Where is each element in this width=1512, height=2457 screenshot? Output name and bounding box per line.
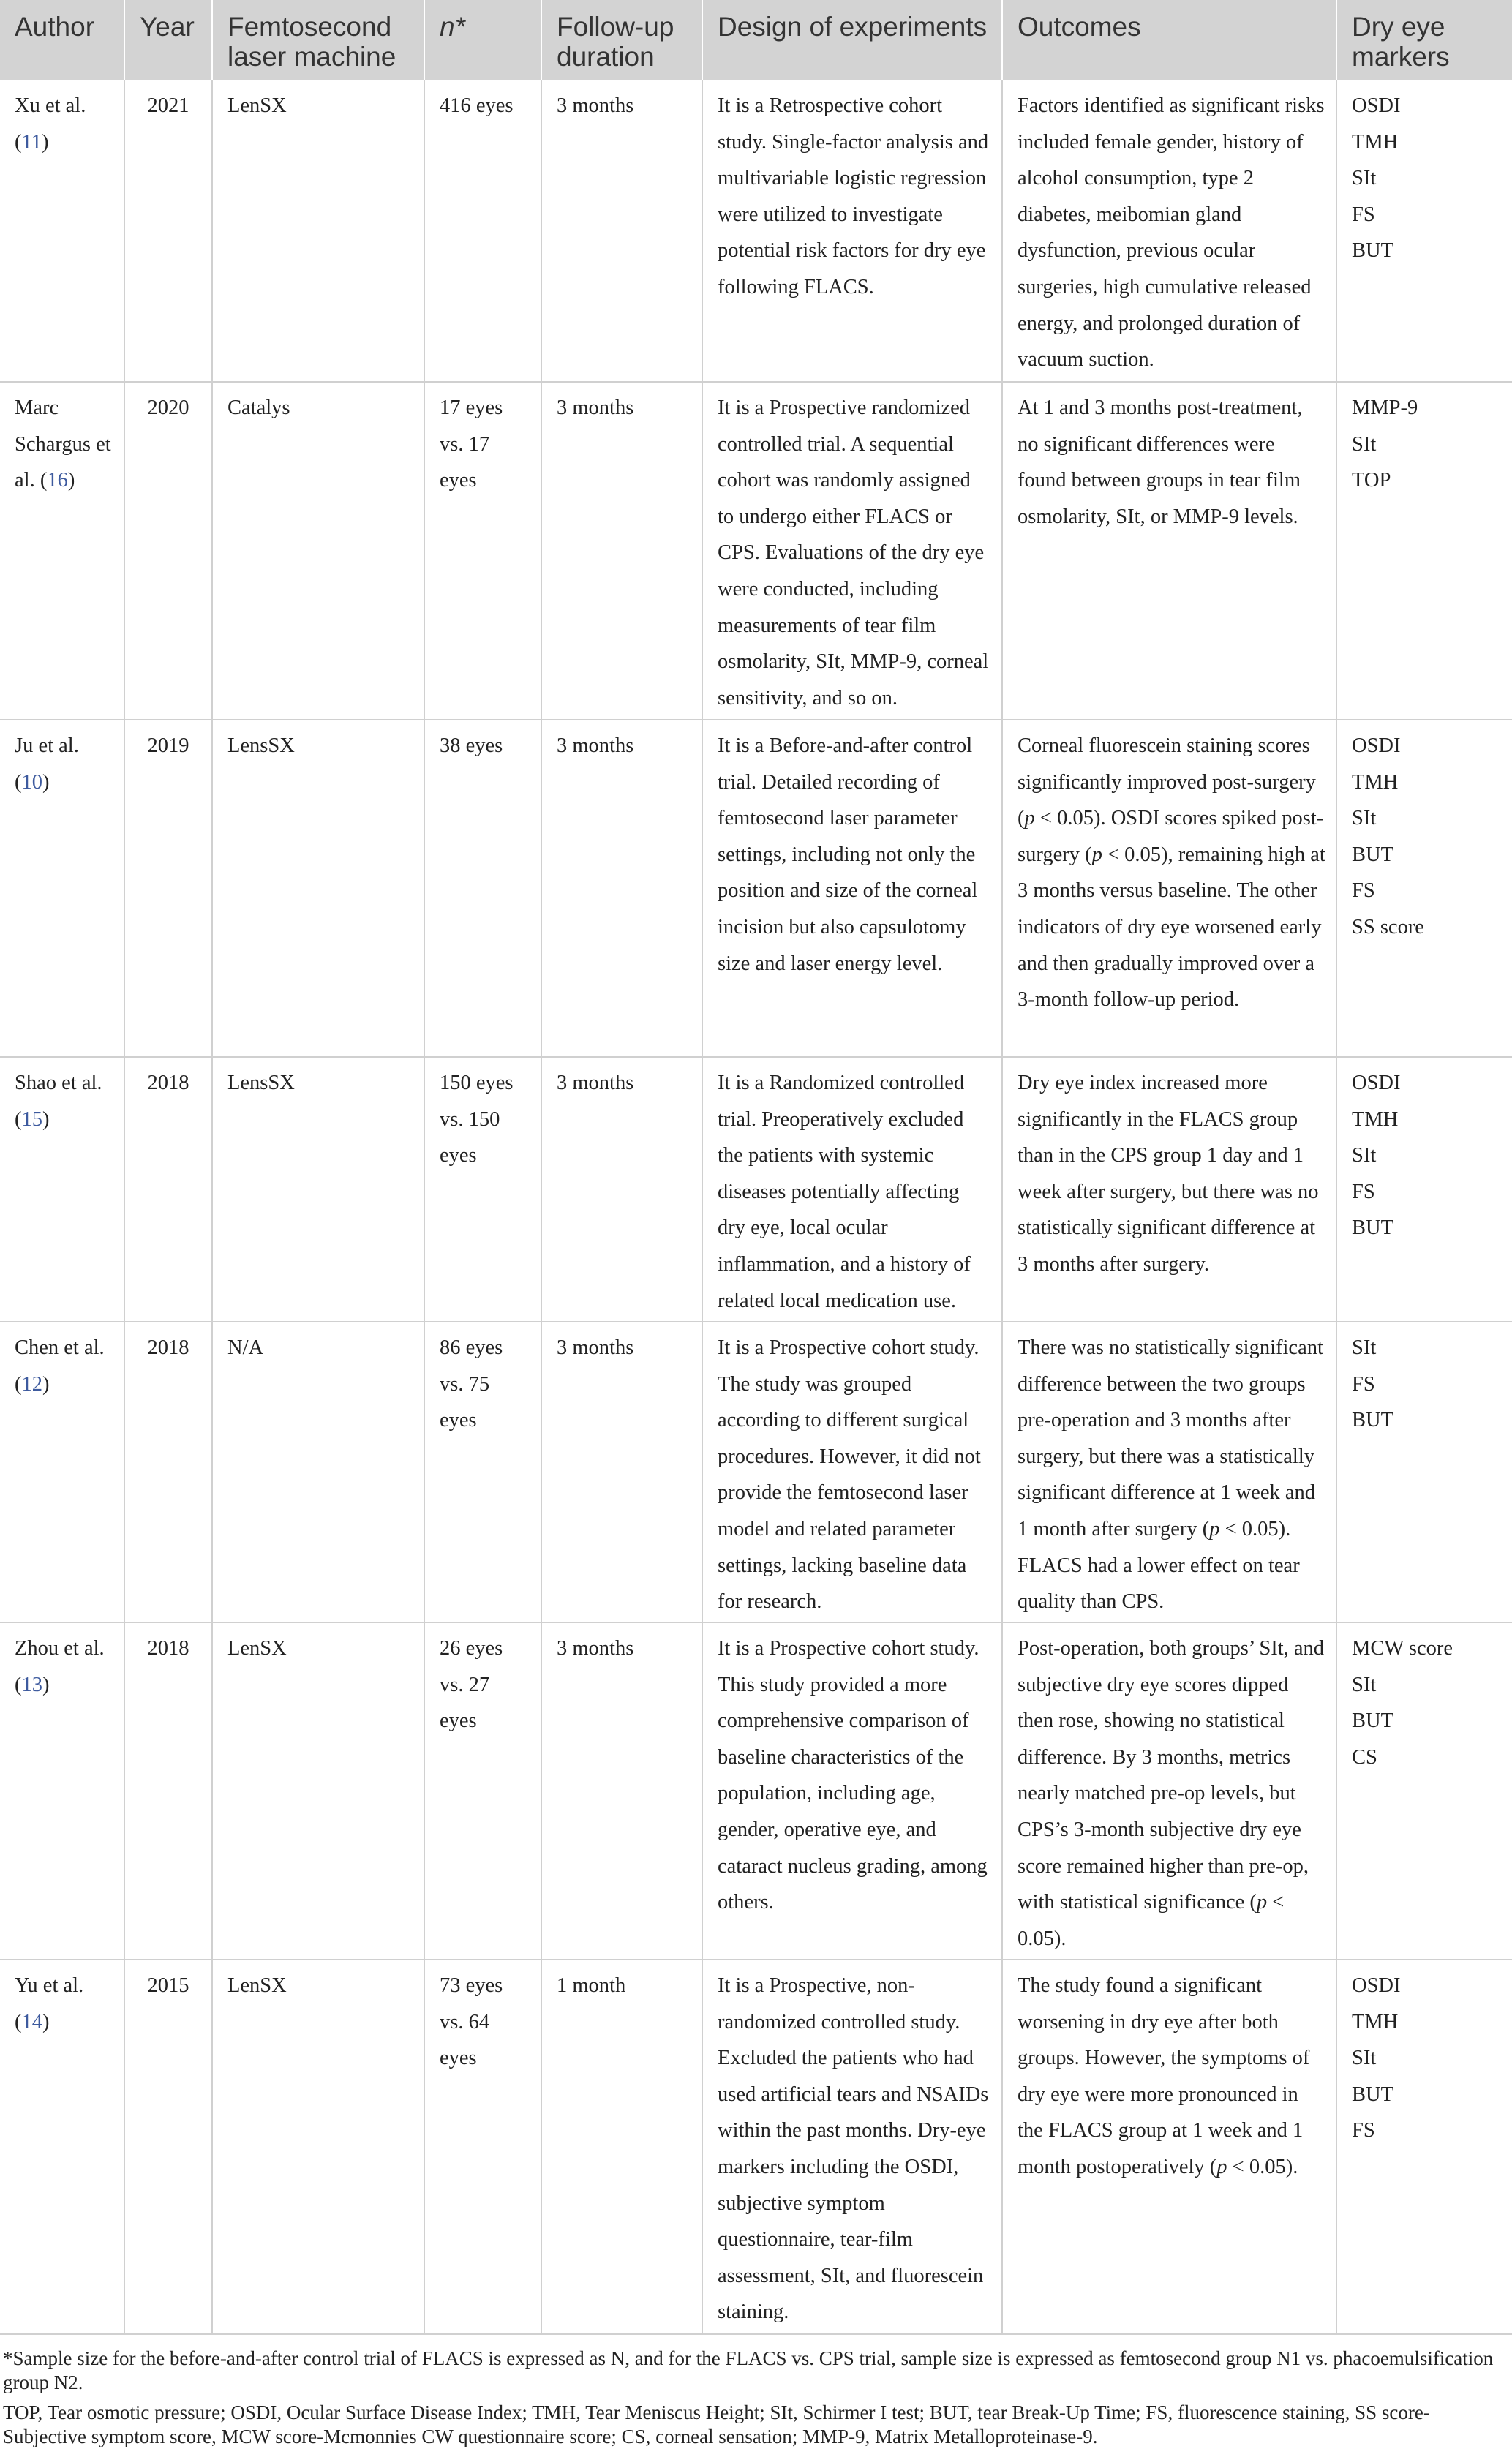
n-cell: 416 eyes <box>424 80 541 382</box>
author-cell: Chen et al. (12) <box>0 1322 124 1622</box>
marker-item: BUT <box>1352 2082 1393 2106</box>
outcomes-cell: Dry eye index increased more significantly in the FLACS group than in the CPS group 1 day and 1 week after surgery, but there was no statistically significant difference at 3 months after surgery. <box>1002 1057 1336 1322</box>
reference-link[interactable]: 16 <box>47 469 68 492</box>
reference-link[interactable]: 15 <box>21 1107 42 1131</box>
marker-item: SIt <box>1352 1673 1377 1696</box>
outcomes-cell: Factors identified as significant risks included female gender, history of alcohol consumption, type 2 diabetes, meibomian gland dysfunction, previous ocular surgeries, high cumulative released energy, and prolonged duration of vacuum suction. <box>1002 80 1336 382</box>
outcomes-cell: There was no statistically significant difference between the two groups pre-operation and 3 months after surgery, but there was a statistically significant difference at 1 week and 1 month after surgery (p < 0.05). FLACS had a lower effect on tear quality than CPS. <box>1002 1322 1336 1622</box>
header-n: n* <box>424 0 541 80</box>
followup-cell: 3 months <box>541 1057 702 1322</box>
marker-item: MMP-9 <box>1352 396 1418 419</box>
marker-item: OSDI <box>1352 1072 1401 1094</box>
machine-cell: Catalys <box>212 382 424 720</box>
table-row <box>0 1322 1512 1622</box>
outcomes-cell: Post-operation, both groups’ SIt, and subjective dry eye scores dipped then rose, showing no statistical difference. By 3 months, metrics nearly matched pre-op levels, but CPS’s 3-month subjective dry eye score remained higher than pre-op, with statistical significance (p < 0.05). <box>1002 1622 1336 1960</box>
design-cell: It is a Retrospective cohort study. Single-factor analysis and multivariable logistic regression were utilized to investigate potential risk factors for dry eye following FLACS. <box>702 80 1002 382</box>
marker-item: TMH <box>1352 2010 1399 2033</box>
marker-item: FS <box>1352 203 1375 226</box>
machine-cell: LenSX <box>212 1960 424 2334</box>
marker-item: OSDI <box>1352 94 1401 117</box>
followup-cell: 3 months <box>541 80 702 382</box>
markers-cell <box>1336 1960 1512 2334</box>
markers-cell <box>1336 720 1512 1057</box>
reference-link[interactable]: 12 <box>21 1372 42 1396</box>
header-machine: Femtosecond laser machine <box>212 0 424 80</box>
table-row <box>0 382 1512 720</box>
header-author: Author <box>0 0 124 80</box>
n-cell: 26 eyes vs. 27 eyes <box>424 1622 541 1960</box>
marker-item: TMH <box>1352 1107 1399 1131</box>
year-cell: 2021 <box>124 80 212 382</box>
year-cell: 2015 <box>124 1960 212 2334</box>
header-outcomes: Outcomes <box>1002 0 1336 80</box>
table-row <box>0 720 1512 1057</box>
design-cell: It is a Prospective, non-randomized controlled study. Excluded the patients who had used artificial tears and NSAIDs within the past months. Dry-eye markers including the OSDI, subjective symptom questionnaire, tear-film assessment, SIt, and fluorescein staining. <box>702 1960 1002 2334</box>
marker-item: SIt <box>1352 1336 1377 1359</box>
markers-cell <box>1336 1322 1512 1622</box>
author-cell: Shao et al. (15) <box>0 1057 124 1322</box>
followup-cell: 3 months <box>541 720 702 1057</box>
marker-item: FS <box>1352 1372 1375 1396</box>
markers-cell <box>1336 1622 1512 1960</box>
marker-item: OSDI <box>1352 734 1401 757</box>
footnote-sample-size: *Sample size for the before-and-after control trial of FLACS is expressed as N, and for the FLACS vs. CPS trial, sample size is expressed as femtosecond group N1 vs. phacoemulsification group N2. <box>3 2347 1494 2393</box>
marker-item: BUT <box>1352 1709 1393 1733</box>
header-followup: Follow-up duration <box>541 0 702 80</box>
followup-cell: 3 months <box>541 1322 702 1622</box>
marker-item: TMH <box>1352 130 1399 154</box>
n-cell: 73 eyes vs. 64 eyes <box>424 1960 541 2334</box>
year-cell: 2019 <box>124 720 212 1057</box>
marker-item: TOP <box>1352 469 1391 492</box>
marker-item: FS <box>1352 1180 1375 1203</box>
marker-item: CS <box>1352 1745 1377 1769</box>
machine-cell: LensSX <box>212 1057 424 1322</box>
marker-item: SIt <box>1352 2047 1377 2070</box>
marker-item: TMH <box>1352 770 1399 794</box>
marker-item: BUT <box>1352 843 1393 866</box>
marker-item: SIt <box>1352 1144 1377 1167</box>
author-cell: Ju et al. (10) <box>0 720 124 1057</box>
year-cell: 2018 <box>124 1622 212 1960</box>
reference-link[interactable]: 11 <box>21 130 42 154</box>
outcomes-cell: The study found a significant worsening in dry eye after both groups. However, the symptoms of dry eye were more pronounced in the FLACS group at 1 week and 1 month postoperatively (p < 0.05). <box>1002 1960 1336 2334</box>
marker-item: BUT <box>1352 239 1393 263</box>
reference-link[interactable]: 14 <box>21 2010 42 2033</box>
markers-cell <box>1336 382 1512 720</box>
followup-cell: 1 month <box>541 1960 702 2334</box>
marker-item: OSDI <box>1352 1974 1401 1997</box>
marker-item: SIt <box>1352 807 1377 830</box>
marker-item: SIt <box>1352 167 1377 190</box>
marker-item: SS score <box>1352 915 1424 938</box>
marker-item: FS <box>1352 879 1375 903</box>
marker-item: SIt <box>1352 432 1377 456</box>
design-cell: It is a Prospective cohort study. The study was grouped according to different surgical procedures. However, it did not provide the femtosecond laser model and related parameter settings, lacking baseline data for research. <box>702 1322 1002 1622</box>
header-markers: Dry eye markers <box>1336 0 1512 80</box>
design-cell: It is a Prospective cohort study. This study provided a more comprehensive comparison of baseline characteristics of the population, including age, gender, operative eye, and cataract nucleus grading, among others. <box>702 1622 1002 1960</box>
author-cell: Marc Schargus et al. (16) <box>0 382 124 720</box>
header-design: Design of experiments <box>702 0 1002 80</box>
machine-cell: LensSX <box>212 720 424 1057</box>
marker-item: FS <box>1352 2119 1375 2142</box>
markers-cell <box>1336 1057 1512 1322</box>
table-row <box>0 1057 1512 1322</box>
outcomes-cell: At 1 and 3 months post-treatment, no significant differences were found between groups in tear film osmolarity, SIt, or MMP-9 levels. <box>1002 382 1336 720</box>
design-cell: It is a Before-and-after control trial. Detailed recording of femtosecond laser parameter settings, including not only the position and size of the corneal incision but also capsulotomy size and laser energy level. <box>702 720 1002 1057</box>
year-cell: 2020 <box>124 382 212 720</box>
author-cell: Xu et al. (11) <box>0 80 124 382</box>
header-year: Year <box>124 0 212 80</box>
table-header-row <box>0 0 1512 80</box>
table-row <box>0 80 1512 382</box>
n-cell: 17 eyes vs. 17 eyes <box>424 382 541 720</box>
n-cell: 150 eyes vs. 150 eyes <box>424 1057 541 1322</box>
machine-cell: LenSX <box>212 80 424 382</box>
year-cell: 2018 <box>124 1057 212 1322</box>
table-row <box>0 1622 1512 1960</box>
machine-cell: LenSX <box>212 1622 424 1960</box>
author-cell: Zhou et al. (13) <box>0 1622 124 1960</box>
marker-item: MCW score <box>1352 1637 1453 1660</box>
reference-link[interactable]: 10 <box>21 770 42 794</box>
design-cell: It is a Randomized controlled trial. Preoperatively excluded the patients with systemic diseases potentially affecting dry eye, local ocular inflammation, and a history of related local medication use. <box>702 1057 1002 1322</box>
n-cell: 38 eyes <box>424 720 541 1057</box>
year-cell: 2018 <box>124 1322 212 1622</box>
marker-item: BUT <box>1352 1216 1393 1240</box>
outcomes-cell: Corneal fluorescein staining scores significantly improved post-surgery (p < 0.05). OSDI scores spiked post-surgery (p < 0.05), remaining high at 3 months versus baseline. The other indicators of dry eye worsened early and then gradually improved over a 3-month follow-up period. <box>1002 720 1336 1057</box>
table-row <box>0 1960 1512 2334</box>
reference-link[interactable]: 13 <box>21 1673 42 1696</box>
markers-cell <box>1336 80 1512 382</box>
followup-cell: 3 months <box>541 1622 702 1960</box>
marker-item: BUT <box>1352 1409 1393 1432</box>
machine-cell: N/A <box>212 1322 424 1622</box>
author-cell: Yu et al. (14) <box>0 1960 124 2334</box>
followup-cell: 3 months <box>541 382 702 720</box>
footnote-abbreviations: TOP, Tear osmotic pressure; OSDI, Ocular Surface Disease Index; TMH, Tear Meniscus Height; SIt, Schirmer I test; BUT, tear Break-Up Time; FS, fluorescence staining, SS score-Subjective symptom score, MCW score-Mcmonnies CW questionnaire score; CS, corneal sensation; MMP-9, Matrix Metalloproteinase-9. <box>3 2401 1430 2447</box>
n-cell: 86 eyes vs. 75 eyes <box>424 1322 541 1622</box>
design-cell: It is a Prospective randomized controlled trial. A sequential cohort was randomly assigned to undergo either FLACS or CPS. Evaluations of the dry eye were conducted, including measurements of tear film osmolarity, SIt, MMP-9, corneal sensitivity, and so on. <box>702 382 1002 720</box>
